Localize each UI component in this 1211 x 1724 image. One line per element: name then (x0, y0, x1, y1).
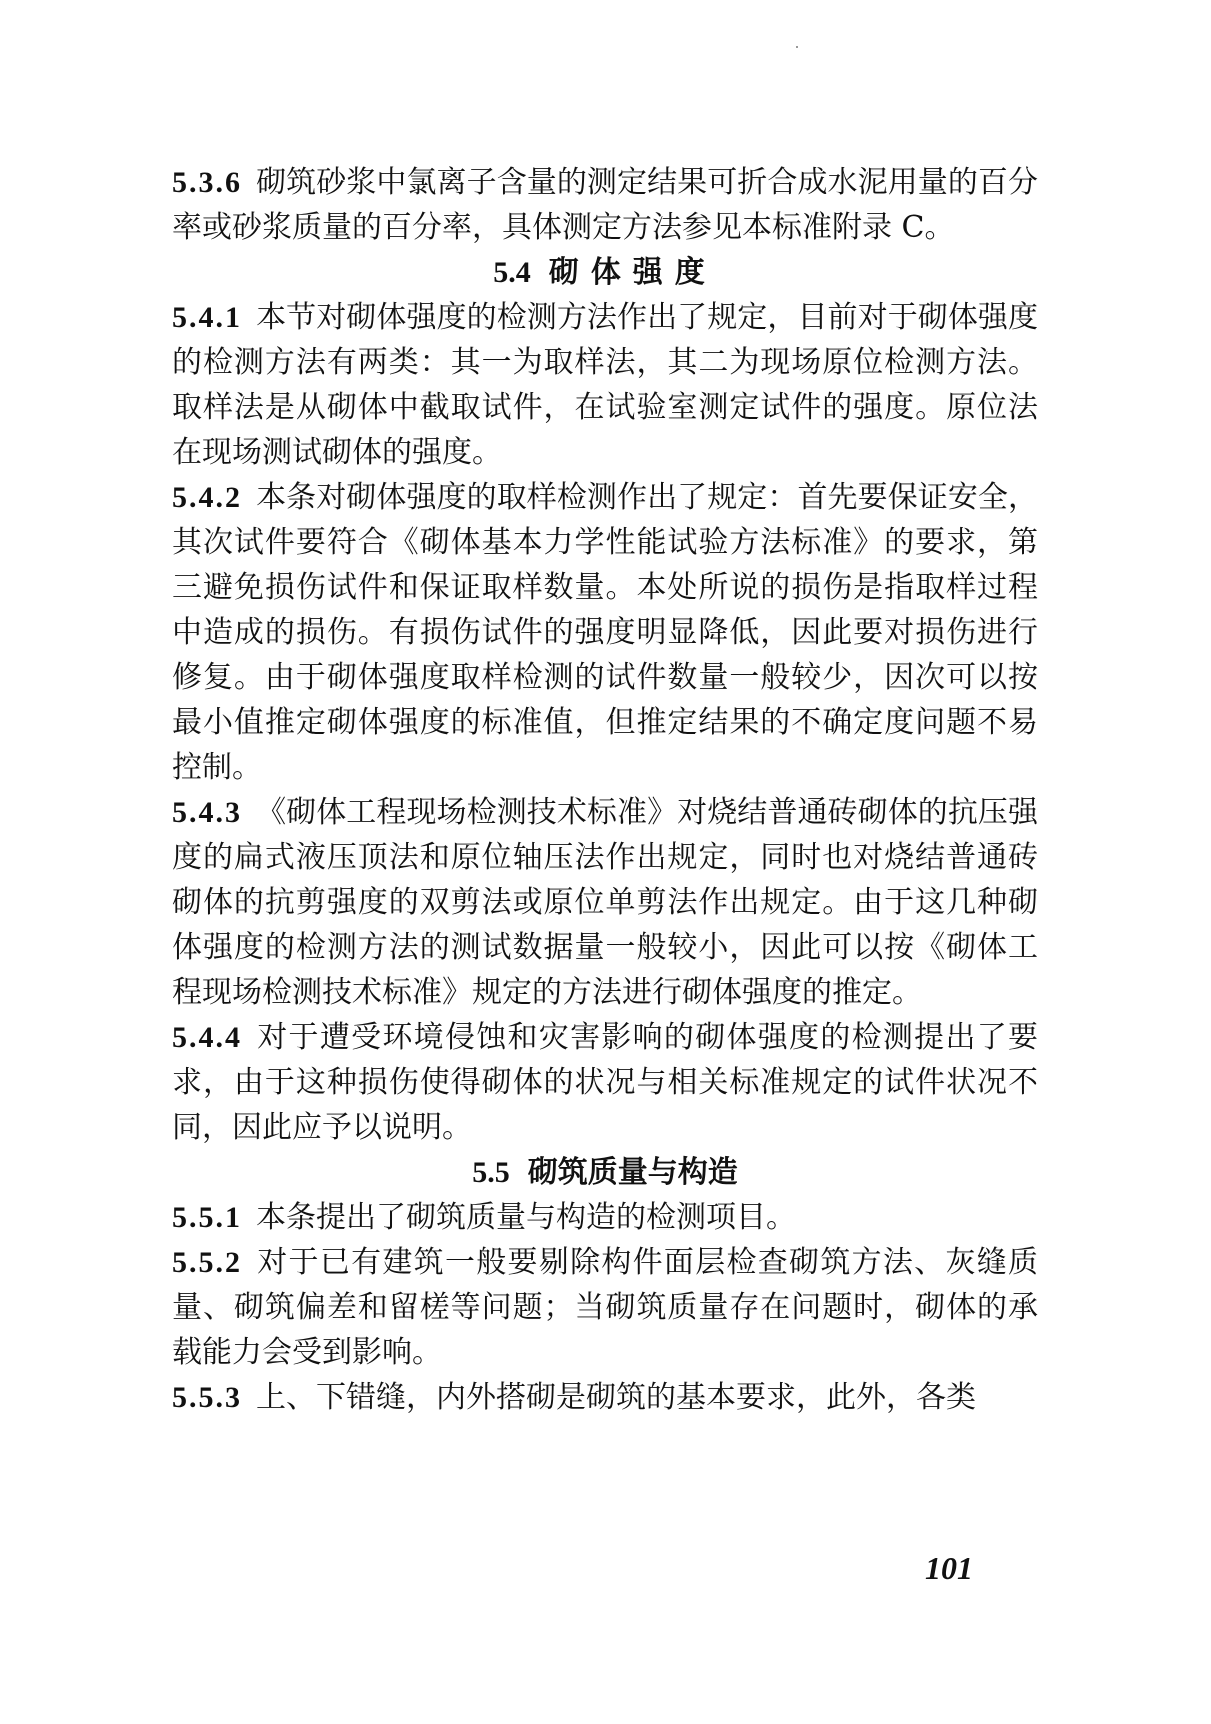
paragraph-5-4-3 (172, 790, 1038, 1015)
clause-number: 5.4.1 (172, 301, 242, 334)
clause-text: 《砌体工程现场检测技术标准》对烧结普通砖砌体的抗压强度的扁式液压顶法和原位轴压法作出规定，同时也对烧结普通砖砌体的抗剪强度的双剪法或原位单剪法作出规定。由于这几种砌体强度的检测方法的测试数据量一般较小，因此可以按《砌体工程现场检测技术标准》规定的方法进行砌体强度的推定。 (172, 795, 1038, 1010)
clause-text: 本条对砌体强度的取样检测作出了规定：首先要保证安全，其次试件要符合《砌体基本力学性能试验方法标准》的要求，第三避免损伤试件和保证取样数量。本处所说的损伤是指取样过程中造成的损伤。有损伤试件的强度明显降低，因此要对损伤进行修复。由于砌体强度取样检测的试件数量一般较少，因次可以按最小值推定砌体强度的标准值，但推定结果的不确定度问题不易控制。 (172, 480, 1038, 785)
section-heading-5-4 (172, 250, 1038, 295)
clause-number: 5.4.3 (172, 796, 242, 829)
paragraph-5-5-2 (172, 1240, 1038, 1375)
section-title: 砌筑质量与构造 (527, 1155, 738, 1190)
section-number: 5.4 (493, 256, 531, 289)
paragraph-5-3-6 (172, 160, 1038, 250)
page-body (172, 160, 1038, 1420)
paragraph-5-5-1 (172, 1195, 1038, 1240)
clause-text: 本节对砌体强度的检测方法作出了规定，目前对于砌体强度的检测方法有两类：其一为取样法，其二为现场原位检测方法。取样法是从砌体中截取试件，在试验室测定试件的强度。原位法在现场测试砌体的强度。 (172, 300, 1038, 470)
clause-text: 本条提出了砌筑质量与构造的检测项目。 (256, 1200, 796, 1235)
clause-text: 上、下错缝，内外搭砌是砌筑的基本要求，此外，各类 (256, 1380, 976, 1415)
section-number: 5.5 (472, 1156, 510, 1189)
paragraph-5-5-3 (172, 1375, 1038, 1420)
paragraph-5-4-4 (172, 1015, 1038, 1150)
clause-number: 5.5.3 (172, 1381, 242, 1414)
clause-text: 对于遭受环境侵蚀和灾害影响的砌体强度的检测提出了要求，由于这种损伤使得砌体的状况与相关标准规定的试件状况不同，因此应予以说明。 (172, 1020, 1038, 1145)
clause-number: 5.3.6 (172, 166, 242, 199)
page-number: 101 (925, 1550, 973, 1586)
clause-number: 5.5.1 (172, 1201, 242, 1234)
clause-number: 5.4.2 (172, 481, 242, 514)
paragraph-5-4-1 (172, 295, 1038, 475)
clause-text: 对于已有建筑一般要剔除构件面层检查砌筑方法、灰缝质量、砌筑偏差和留槎等问题；当砌筑质量存在问题时，砌体的承载能力会受到影响。 (172, 1245, 1038, 1370)
clause-number: 5.4.4 (172, 1021, 242, 1054)
section-title: 砌体强度 (548, 255, 717, 290)
section-heading-5-5 (172, 1150, 1038, 1195)
paragraph-5-4-2 (172, 475, 1038, 790)
clause-text: 砌筑砂浆中氯离子含量的测定结果可折合成水泥用量的百分率或砂浆质量的百分率，具体测定方法参见本标准附录 C。 (172, 165, 1038, 245)
scan-speck (796, 46, 798, 48)
clause-number: 5.5.2 (172, 1246, 242, 1279)
